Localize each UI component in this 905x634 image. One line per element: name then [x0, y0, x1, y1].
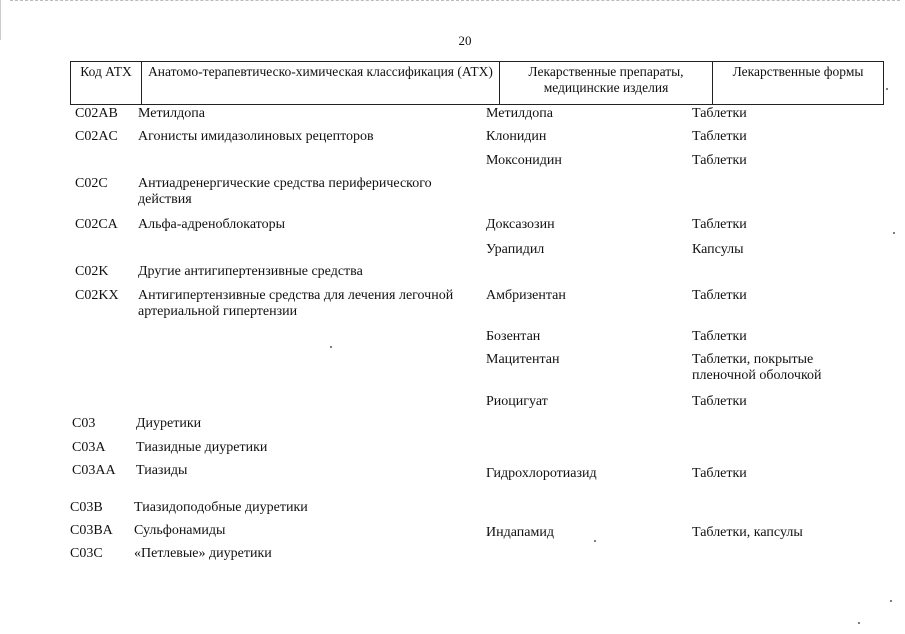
dosage-form: Таблетки, покрытые пленочной оболочкой: [692, 352, 822, 383]
header-drugs: Лекарственные препараты, медицинские изделия: [500, 62, 713, 105]
page-number: 20: [458, 33, 472, 48]
dosage-form: Таблетки, капсулы: [692, 525, 803, 540]
drug-name: Урапидил: [486, 242, 545, 257]
scan-speck: [890, 600, 892, 602]
scan-speck: [330, 346, 332, 348]
scan-speck: [858, 622, 860, 624]
scan-speck: [893, 232, 895, 234]
dosage-form: Таблетки: [692, 217, 747, 232]
table-header: [70, 61, 884, 105]
atc-classification: Тиазидные диуретики: [136, 440, 268, 455]
header-code: Код АТХ: [71, 62, 142, 105]
atc-code: C02AB: [75, 106, 118, 121]
atc-classification: Антиадренергические средства периферического действия: [138, 176, 432, 207]
scan-speck: [594, 540, 596, 542]
atc-code: C03B: [70, 500, 103, 515]
atc-classification: Тиазидоподобные диуретики: [134, 500, 308, 515]
drug-name: Доксазозин: [486, 217, 555, 232]
drug-name: Мацитентан: [486, 352, 560, 367]
drug-name: Риоцигуат: [486, 394, 548, 409]
atc-classification: «Петлевые» диуретики: [134, 546, 272, 561]
atc-code: C03AA: [72, 463, 116, 478]
drug-name: Бозентан: [486, 329, 541, 344]
dosage-form: Таблетки: [692, 394, 747, 409]
dosage-form: Капсулы: [692, 242, 744, 257]
header-forms: Лекарственные формы: [713, 62, 884, 105]
dosage-form: Таблетки: [692, 153, 747, 168]
atc-code: C03A: [72, 440, 106, 455]
atc-code: C02KX: [75, 288, 119, 303]
dosage-form: Таблетки: [692, 106, 747, 121]
atc-code: C02AC: [75, 129, 118, 144]
atc-classification: Тиазиды: [136, 463, 188, 478]
drug-name: Гидрохлоротиазид: [486, 466, 597, 481]
drug-name: Метилдопа: [486, 106, 553, 121]
dosage-form: Таблетки: [692, 329, 747, 344]
drug-name: Моксонидин: [486, 153, 562, 168]
dosage-form: Таблетки: [692, 129, 747, 144]
atc-code: C03: [72, 416, 96, 431]
header-classification: Анатомо-терапевтическо-химическая классификация (АТХ): [142, 62, 500, 105]
scan-speck: [886, 88, 888, 90]
atc-code: C02C: [75, 176, 108, 191]
atc-classification: Сульфонамиды: [134, 523, 226, 538]
atc-classification: Агонисты имидазолиновых рецепторов: [138, 129, 374, 144]
atc-classification: Метилдопа: [138, 106, 205, 121]
atc-classification: Антигипертензивные средства для лечения легочной артериальной гипертензии: [138, 288, 454, 319]
atc-code: C03C: [70, 546, 103, 561]
atc-classification: Диуретики: [136, 416, 202, 431]
atc-classification: Альфа-адреноблокаторы: [138, 217, 286, 232]
drug-name: Амбризентан: [486, 288, 566, 303]
drug-name: Клонидин: [486, 129, 547, 144]
atc-code: C02CA: [75, 217, 118, 232]
atc-code: C02K: [75, 264, 109, 279]
scan-edge-top: [10, 0, 900, 2]
dosage-form: Таблетки: [692, 466, 747, 481]
atc-classification: Другие антигипертензивные средства: [138, 264, 363, 279]
atc-code: C03BA: [70, 523, 113, 538]
drug-name: Индапамид: [486, 525, 554, 540]
dosage-form: Таблетки: [692, 288, 747, 303]
